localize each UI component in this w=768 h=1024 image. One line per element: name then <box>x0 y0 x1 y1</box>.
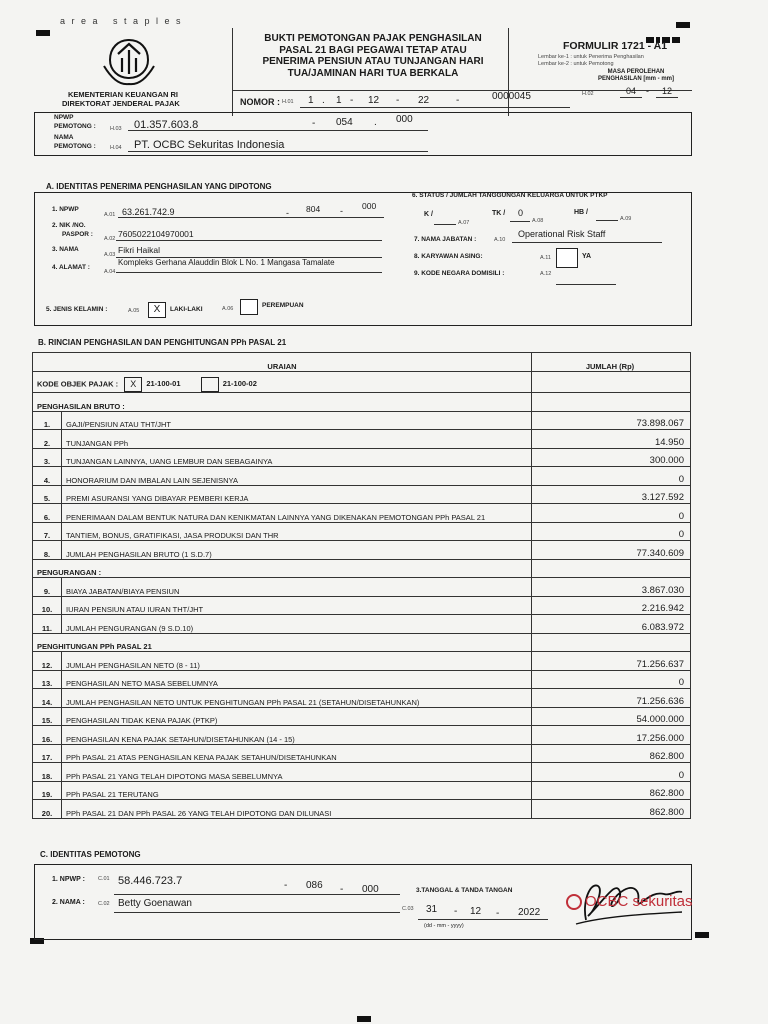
row-number: 3. <box>33 448 62 467</box>
table-row <box>33 707 691 726</box>
negara-label: 9. KODE NEGARA DOMISILI : <box>414 270 505 277</box>
row-number: 18. <box>33 763 62 782</box>
row-number: 6. <box>33 504 62 523</box>
row-number: 13. <box>33 670 62 689</box>
male-checkbox[interactable]: X <box>148 302 166 318</box>
nomor-dot: . <box>322 95 325 106</box>
nomor-part: 0000045 <box>492 91 531 102</box>
field-code: A.05 <box>128 308 140 314</box>
row-amount: 0 <box>532 763 691 782</box>
table-row <box>33 485 691 504</box>
nomor-part: 1 <box>336 95 342 106</box>
field-code: A.01 <box>104 212 116 218</box>
row-number: 11. <box>33 615 62 634</box>
row-number: 20. <box>33 800 62 819</box>
row-label: JUMLAH PENGURANGAN (9 S.D.10) <box>62 615 532 634</box>
row-amount: 73.898.067 <box>532 411 691 430</box>
masa-label-line: MASA PEROLEHAN <box>607 69 665 75</box>
label-line: PEMOTONG : <box>54 143 96 150</box>
date-format: (dd - mm - yyyy) <box>424 923 464 929</box>
female-checkbox[interactable] <box>240 299 258 315</box>
row-label: PPh PASAL 21 DAN PPh PASAL 26 YANG TELAH DIPOTONG DAN DILUNASI <box>62 800 532 819</box>
row-number: 14. <box>33 689 62 708</box>
label-line: PEMOTONG : <box>54 123 96 130</box>
bruto-title: PENGHASILAN BRUTO : <box>33 393 532 412</box>
c-nama-value: Betty Goenawan <box>118 898 192 909</box>
kode2-checkbox[interactable] <box>201 377 219 392</box>
k-label: K / <box>424 211 433 218</box>
section-b-title: B. RINCIAN PENGHASILAN DAN PENGHITUNGAN PPh PASAL 21 <box>38 338 287 347</box>
section-title: PENGURANGAN : <box>33 559 532 578</box>
masa-label-line: PENGHASILAN [mm - mm] <box>598 76 675 82</box>
npwp-dash: - <box>340 206 343 216</box>
row-number: 8. <box>33 541 62 560</box>
field-code: H.03 <box>110 126 122 132</box>
nama-value: Fikri Haikal <box>118 245 161 255</box>
kode-objek-row <box>33 372 691 393</box>
row-number: 2. <box>33 430 62 449</box>
section-row <box>33 633 691 652</box>
form-title-line: BUKTI PEMOTONGAN PAJAK PENGHASILAN <box>264 33 482 44</box>
recipient-npwp-value: 63.261.742.9 <box>122 207 175 217</box>
masa-label <box>598 69 674 83</box>
table-row <box>33 652 691 671</box>
row-label: IURAN PENSIUN ATAU IURAN THT/JHT <box>62 596 532 615</box>
date-dash: - <box>454 906 458 917</box>
rincian-table <box>32 352 691 819</box>
pemotong-npwp-part3: 000 <box>396 114 413 125</box>
row-amount: 862.800 <box>532 800 691 819</box>
ya-label: YA <box>582 253 592 260</box>
field-code: A.11 <box>540 255 551 261</box>
pemotong-box <box>34 112 692 156</box>
row-number: 9. <box>33 578 62 597</box>
djp-logo <box>98 36 160 93</box>
pemotong-nama-value: PT. OCBC Sekuritas Indonesia <box>134 139 285 151</box>
row-amount: 300.000 <box>532 448 691 467</box>
label-line: 2. NIK /NO. <box>52 222 86 229</box>
table-row <box>33 411 691 430</box>
hb-label: HB / <box>574 209 588 216</box>
status-label: 6. STATUS / JUMLAH TANGGUNGAN KELUARGA UNTUK PTKP <box>412 192 608 199</box>
karyawan-asing-checkbox[interactable] <box>556 248 578 268</box>
field-code: C.03 <box>402 906 414 912</box>
nik-label <box>52 221 93 239</box>
registration-mark <box>357 1016 371 1022</box>
pemotong-npwp-value: 01.357.603.8 <box>134 119 199 131</box>
section-row <box>33 393 691 412</box>
row-amount: 71.256.637 <box>532 652 691 671</box>
field-code: A.08 <box>532 218 544 224</box>
table-row <box>33 596 691 615</box>
pemotong-npwp-label <box>54 113 96 131</box>
npwp-dash: - <box>340 884 344 895</box>
row-number: 4. <box>33 467 62 486</box>
row-label: PPh PASAL 21 TERUTANG <box>62 781 532 800</box>
row-number: 10. <box>33 596 62 615</box>
field-code: A.07 <box>458 220 470 226</box>
table-row <box>33 430 691 449</box>
table-row <box>33 448 691 467</box>
nomor-part: 1 <box>308 95 314 106</box>
form-code: FORMULIR 1721 - A1 <box>563 40 668 52</box>
female-label: PEREMPUAN <box>262 302 304 309</box>
registration-mark <box>676 22 690 28</box>
nomor-code: H.01 <box>282 99 294 105</box>
c-npwp-part3: 000 <box>362 884 379 895</box>
pemotong-npwp-part2: 054 <box>336 117 353 128</box>
field-code: A.02 <box>104 236 116 242</box>
section-row <box>33 559 691 578</box>
label-line: PASPOR : <box>62 231 93 238</box>
registration-mark <box>36 30 50 36</box>
alamat-label: 4. ALAMAT : <box>52 264 90 271</box>
row-label: BIAYA JABATAN/BIAYA PENSIUN <box>62 578 532 597</box>
row-number: 15. <box>33 707 62 726</box>
label-line: NAMA <box>54 134 74 141</box>
nomor-part: 12 <box>368 95 380 106</box>
row-amount: 71.256.636 <box>532 689 691 708</box>
row-amount: 0 <box>532 670 691 689</box>
row-amount: 0 <box>532 504 691 523</box>
date-day: 31 <box>426 904 438 915</box>
masa-separator: - <box>646 86 649 96</box>
pemotong-nama-label <box>54 133 96 151</box>
section-title: PENGHITUNGAN PPh PASAL 21 <box>33 633 532 652</box>
registration-mark <box>695 932 709 938</box>
table-row <box>33 744 691 763</box>
jabatan-label: 7. NAMA JABATAN : <box>414 236 477 243</box>
field-code: A.03 <box>104 252 116 258</box>
npwp-dash: - <box>312 118 316 129</box>
ministry-name: KEMENTERIAN KEUANGAN RI <box>68 90 179 99</box>
row-label: TUNJANGAN PPh <box>62 430 532 449</box>
table-row <box>33 522 691 541</box>
alamat-value: Kompleks Gerhana Alauddin Blok L No. 1 Mangasa Tamalate <box>118 258 335 267</box>
jabatan-value: Operational Risk Staff <box>518 229 606 239</box>
row-amount: 0 <box>532 522 691 541</box>
row-amount: 3.867.030 <box>532 578 691 597</box>
c-npwp-part2: 086 <box>306 880 323 891</box>
watermark-text: a r e a s t a p l e s <box>60 16 183 26</box>
npwp-dash: - <box>286 208 289 218</box>
table-row <box>33 615 691 634</box>
row-label: PPh PASAL 21 ATAS PENGHASILAN KENA PAJAK SETAHUN/DISETAHUNKAN <box>62 744 532 763</box>
masa-from: 04 <box>626 86 637 96</box>
male-label: LAKI-LAKI <box>170 306 203 313</box>
tk-label: TK / <box>492 210 506 217</box>
npwp-dot: . <box>374 117 377 128</box>
row-amount: 14.950 <box>532 430 691 449</box>
recipient-npwp-label: 1. NPWP <box>52 206 79 213</box>
nomor-dash: - <box>350 95 354 106</box>
table-row <box>33 541 691 560</box>
field-code: A.06 <box>222 306 234 312</box>
stamp-text: OCBC sekuritas <box>585 893 693 910</box>
nomor-dash: - <box>456 95 460 106</box>
label-line: NPWP <box>54 114 74 121</box>
row-amount: 3.127.592 <box>532 485 691 504</box>
row-amount: 862.800 <box>532 744 691 763</box>
form-title-line: TUA/JAMINAN HARI TUA BERKALA <box>287 67 459 79</box>
nomor-part: 22 <box>418 95 430 106</box>
row-label: PREMI ASURANSI YANG DIBAYAR PEMBERI KERJA <box>62 485 532 504</box>
sheet-note-2: Lembar ke-2 : untuk Pemotong <box>538 61 614 67</box>
field-code: A.09 <box>620 216 632 222</box>
row-amount: 862.800 <box>532 781 691 800</box>
nomor-label: NOMOR : <box>240 97 280 107</box>
col-uraian: URAIAN <box>33 353 532 372</box>
row-amount: 77.340.609 <box>532 541 691 560</box>
row-amount: 17.256.000 <box>532 726 691 745</box>
c-npwp-value: 58.446.723.7 <box>118 875 183 887</box>
row-label: HONORARIUM DAN IMBALAN LAIN SEJENISNYA <box>62 467 532 486</box>
table-row <box>33 467 691 486</box>
row-amount: 54.000.000 <box>532 707 691 726</box>
section-a-title: A. IDENTITAS PENERIMA PENGHASILAN YANG DIPOTONG <box>46 182 272 191</box>
form-title-line: PASAL 21 BAGI PEGAWAI TETAP ATAU <box>279 44 467 56</box>
row-label: JUMLAH PENGHASILAN BRUTO (1 S.D.7) <box>62 541 532 560</box>
field-code: C.02 <box>98 901 110 907</box>
row-label: JUMLAH PENGHASILAN NETO UNTUK PENGHITUNGAN PPh PASAL 21 (SETAHUN/DISETAHUNKAN) <box>62 689 532 708</box>
c-npwp-label: 1. NPWP : <box>52 876 85 883</box>
table-header-row <box>33 353 691 372</box>
field-code: A.04 <box>104 269 116 275</box>
nomor-dash: - <box>396 95 400 106</box>
row-label: PPh PASAL 21 YANG TELAH DIPOTONG MASA SEBELUMNYA <box>62 763 532 782</box>
tk-value: 0 <box>518 208 524 218</box>
directorate-name: DIREKTORAT JENDERAL PAJAK <box>62 99 180 108</box>
row-number: 5. <box>33 485 62 504</box>
row-label: PENGHASILAN TIDAK KENA PAJAK (PTKP) <box>62 707 532 726</box>
table-row <box>33 781 691 800</box>
table-row <box>33 578 691 597</box>
date-year: 2022 <box>518 907 541 918</box>
nik-value: 7605022104970001 <box>118 229 194 239</box>
kode2-label: 21-100-02 <box>222 379 257 389</box>
row-number: 16. <box>33 726 62 745</box>
company-stamp <box>566 893 693 910</box>
row-label: PENGHASILAN KENA PAJAK SETAHUN/DISETAHUNKAN (14 - 15) <box>62 726 532 745</box>
recipient-npwp-part2: 804 <box>306 204 321 214</box>
col-jumlah: JUMLAH (Rp) <box>532 353 691 372</box>
recipient-npwp-part3: 000 <box>362 201 377 211</box>
karyawan-asing-label: 8. KARYAWAN ASING: <box>414 253 483 260</box>
row-label: GAJI/PENSIUN ATAU THT/JHT <box>62 411 532 430</box>
row-number: 1. <box>33 411 62 430</box>
table-row <box>33 689 691 708</box>
section-c-title: C. IDENTITAS PEMOTONG <box>40 850 141 859</box>
row-label: PENGHASILAN NETO MASA SEBELUMNYA <box>62 670 532 689</box>
masa-to: 12 <box>662 86 673 96</box>
kode1-checkbox[interactable]: X <box>124 377 142 392</box>
row-number: 7. <box>33 522 62 541</box>
form-title <box>238 33 508 79</box>
row-amount: 0 <box>532 467 691 486</box>
kode-objek-label: KODE OBJEK PAJAK : <box>37 379 119 389</box>
nama-label: 3. NAMA <box>52 246 79 253</box>
ttd-label: 3.TANGGAL & TANDA TANGAN <box>416 887 513 894</box>
row-number: 12. <box>33 652 62 671</box>
row-label: PENERIMAAN DALAM BENTUK NATURA DAN KENIKMATAN LAINNYA YANG DIKENAKAN PEMOTONGAN PPh PASAL 21 <box>62 504 532 523</box>
form-title-line: PENERIMA PENSIUN ATAU TUNJANGAN HARI <box>262 56 484 67</box>
field-code: A.10 <box>494 237 506 243</box>
row-amount: 6.083.972 <box>532 615 691 634</box>
row-amount: 2.216.942 <box>532 596 691 615</box>
table-row <box>33 670 691 689</box>
table-row <box>33 763 691 782</box>
field-code: H.04 <box>110 145 122 151</box>
gender-label: 5. JENIS KELAMIN : <box>46 306 108 313</box>
stamp-logo-icon <box>566 894 582 910</box>
c-nama-label: 2. NAMA : <box>52 899 85 906</box>
field-code: C.01 <box>98 876 110 882</box>
sheet-note-1: Lembar ke-1 : untuk Penerima Penghasilan <box>538 54 644 60</box>
kode1-label: 21-100-01 <box>146 379 181 389</box>
row-number: 17. <box>33 744 62 763</box>
field-code: A.12 <box>540 271 552 277</box>
row-label: JUMLAH PENGHASILAN NETO (8 - 11) <box>62 652 532 671</box>
row-label: TANTIEM, BONUS, GRATIFIKASI, JASA PRODUKSI DAN THR <box>62 522 532 541</box>
npwp-dash: - <box>284 880 288 891</box>
row-label: TUNJANGAN LAINNYA, UANG LEMBUR DAN SEBAGAINYA <box>62 448 532 467</box>
table-row <box>33 726 691 745</box>
row-number: 19. <box>33 781 62 800</box>
table-row <box>33 504 691 523</box>
date-month: 12 <box>470 906 482 917</box>
table-row <box>33 800 691 819</box>
masa-code: H.02 <box>582 91 594 97</box>
date-dash: - <box>496 908 500 919</box>
